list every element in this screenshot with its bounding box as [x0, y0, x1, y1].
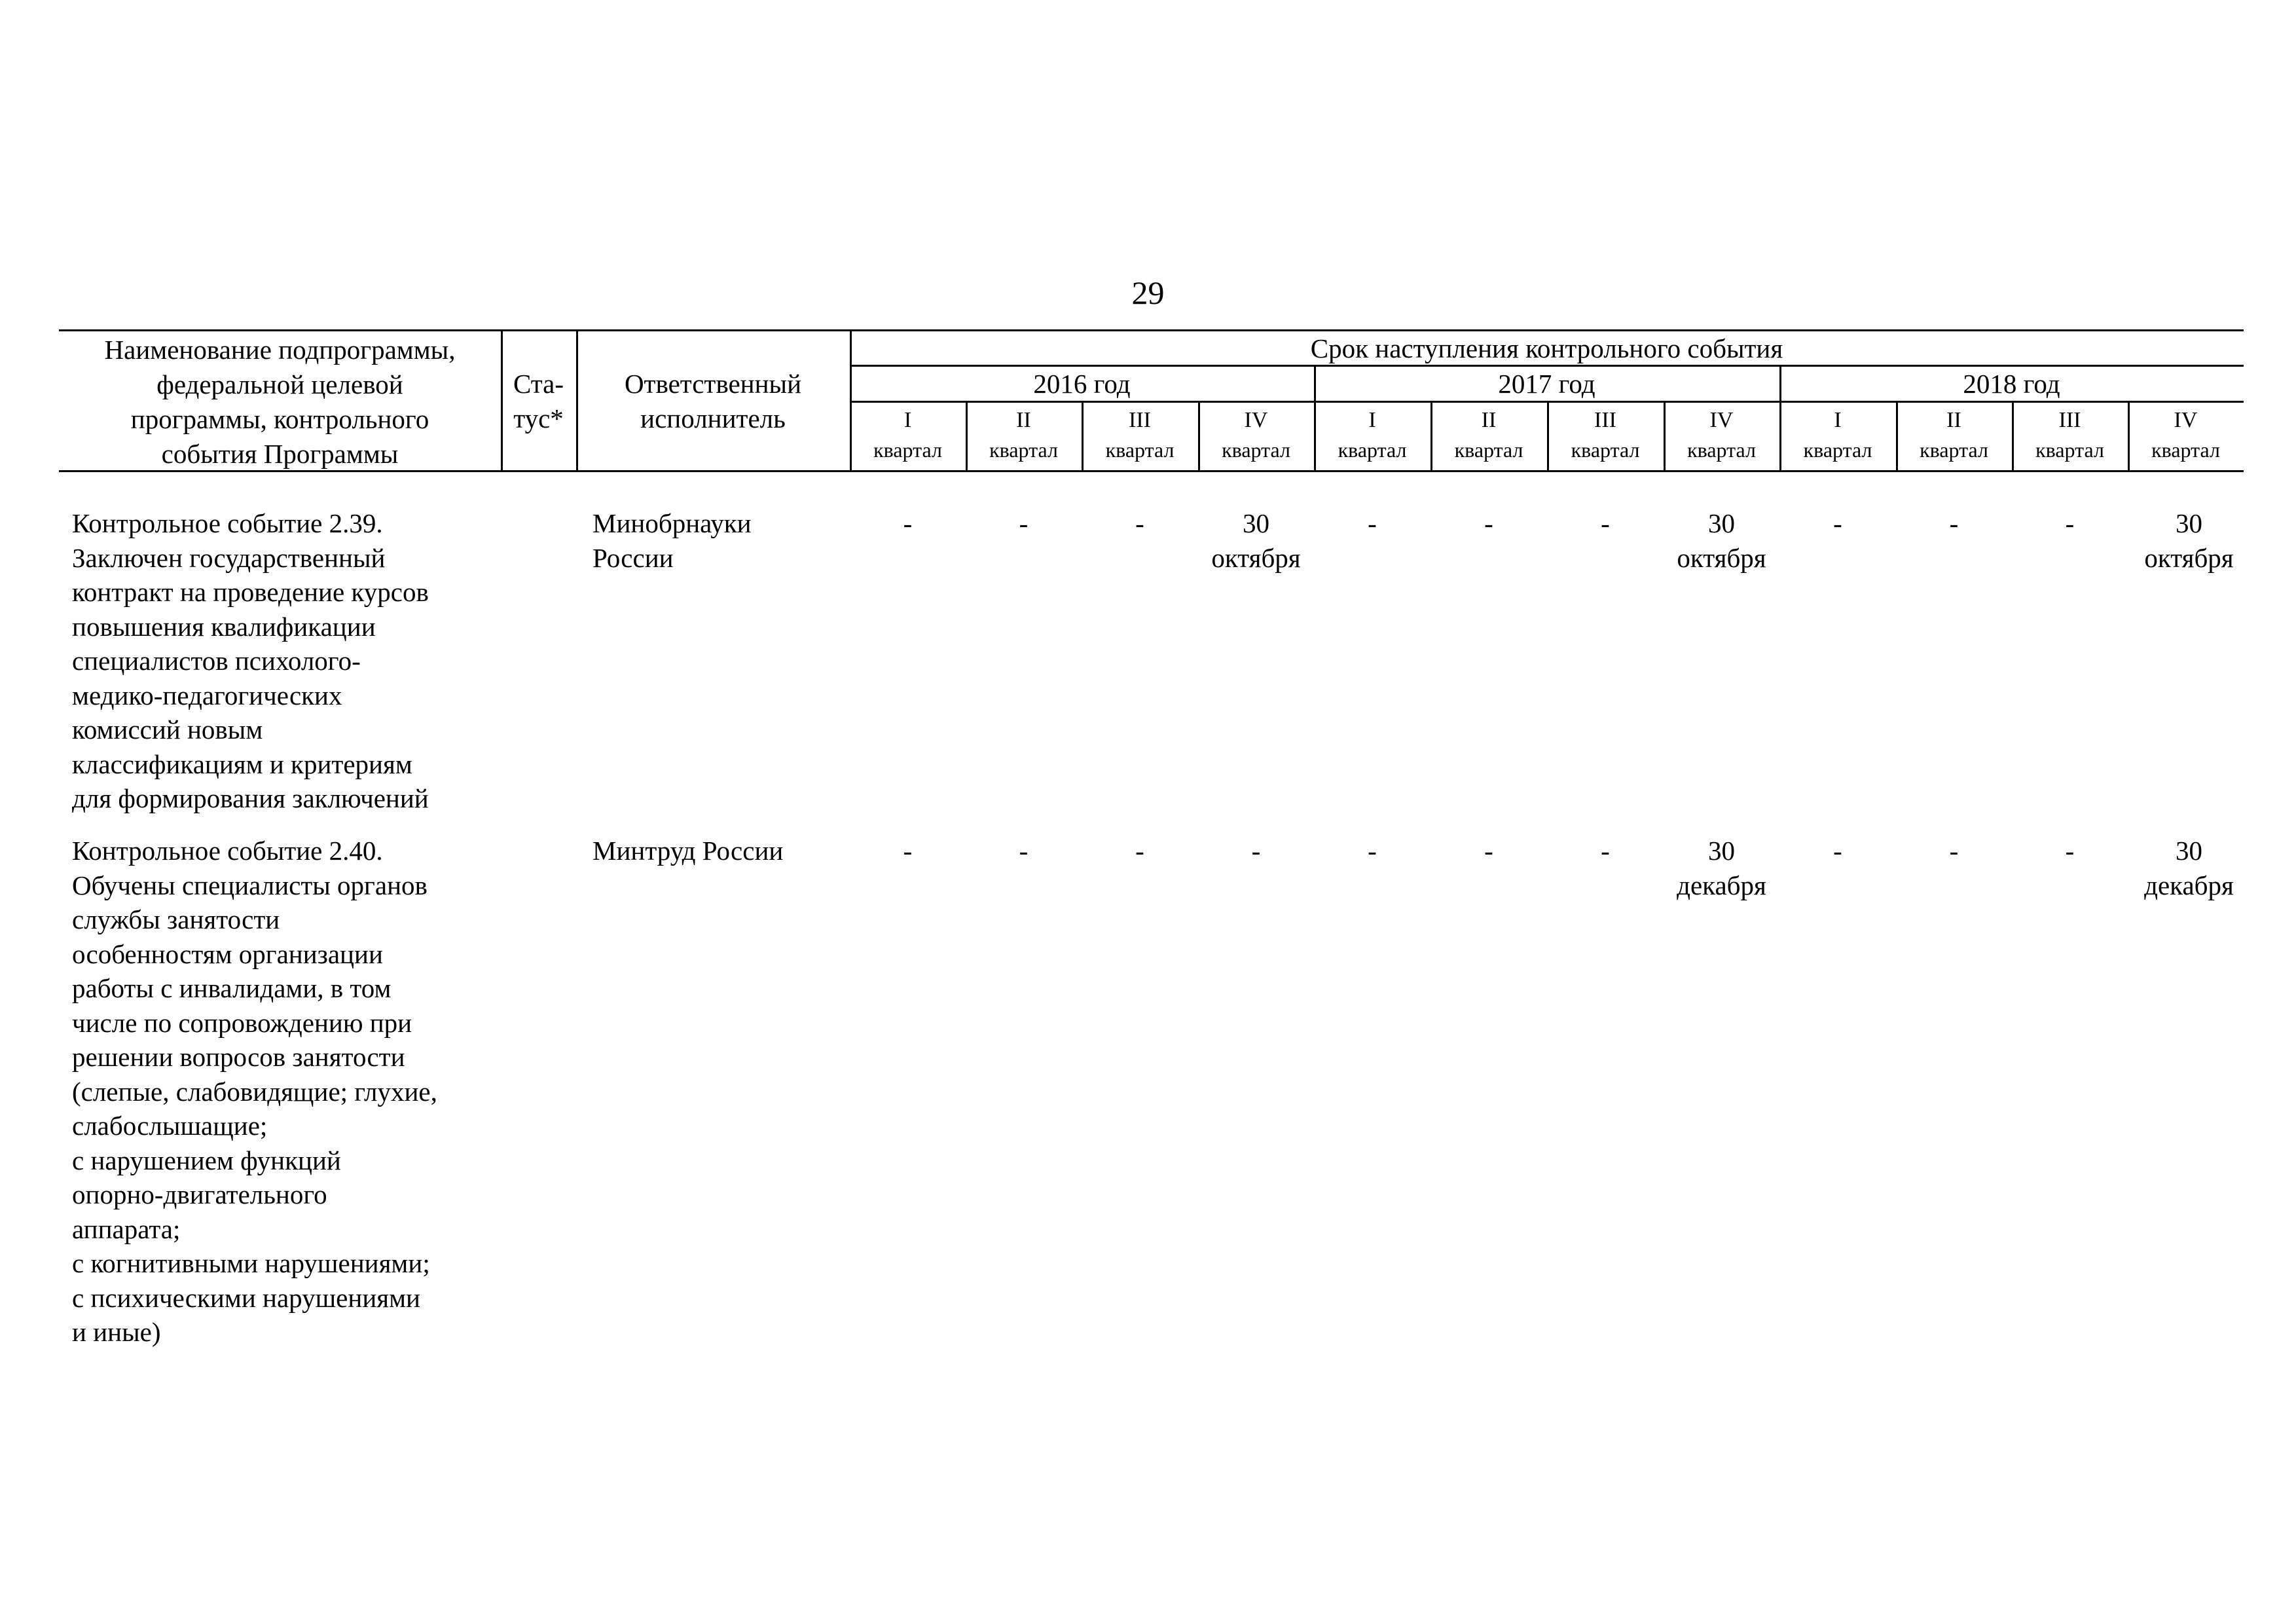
quarter-deadline-value: -	[2065, 508, 2075, 538]
event-description-line: (слепые, слабовидящие; глухие,	[72, 1076, 437, 1107]
header-status-line: тус*	[513, 403, 564, 434]
quarter-deadline-value: октября	[1211, 542, 1301, 573]
event-description-line: аппарата;	[72, 1213, 181, 1244]
header-quarter-label: квартал	[873, 438, 942, 462]
header-quarter-number: I	[1368, 408, 1376, 432]
quarter-deadline-value: -	[1601, 508, 1610, 538]
quarter-deadline-value: -	[1833, 836, 1842, 866]
header-name-line: федеральной целевой	[156, 369, 403, 399]
event-description-line: специалистов психолого-	[72, 646, 361, 676]
event-description-line: опорно-двигательного	[72, 1179, 327, 1209]
quarter-deadline-value: -	[1251, 836, 1261, 866]
quarter-deadline-value: 30	[1708, 836, 1735, 866]
quarter-deadline-value: октября	[1677, 542, 1766, 573]
header-quarter-number: IV	[1709, 408, 1734, 432]
header-quarter-number: IV	[1244, 408, 1268, 432]
header-quarter-label: квартал	[1571, 438, 1640, 462]
header-status-line: Ста-	[513, 369, 564, 399]
quarter-deadline-value: 30	[2176, 836, 2202, 866]
event-description-line: особенностям организации	[72, 938, 383, 969]
event-description-line: с психическими нарушениями	[72, 1282, 420, 1313]
header-name-line: программы, контрольного	[130, 404, 429, 434]
header-responsible-line: исполнитель	[640, 403, 786, 434]
event-description-line: Заключен государственный	[72, 542, 386, 573]
header-quarter-label: квартал	[2035, 438, 2104, 462]
event-description-line: службы занятости	[72, 904, 280, 934]
event-description-line: Контрольное событие 2.39.	[72, 508, 383, 538]
event-description-line: числе по сопровождению при	[72, 1007, 412, 1038]
page-number: 29	[1131, 274, 1165, 311]
quarter-deadline-value: -	[1368, 508, 1377, 538]
quarter-deadline-value: 30	[1243, 508, 1269, 538]
header-quarter-label: квартал	[1222, 438, 1290, 462]
header-quarter-label: квартал	[1105, 438, 1175, 462]
header-quarter-number: IV	[2174, 408, 2198, 432]
header-quarter-label: квартал	[2151, 438, 2220, 462]
header-quarter-label: квартал	[1338, 438, 1407, 462]
event-description-line: для формирования заключений	[72, 783, 429, 813]
event-description-line: работы с инвалидами, в том	[72, 973, 392, 1003]
event-description-line: с когнитивными нарушениями;	[72, 1248, 430, 1278]
header-deadline: Срок наступления контрольного события	[1310, 333, 1783, 363]
header-quarter-label: квартал	[1454, 438, 1523, 462]
quarter-deadline-value: -	[1484, 508, 1493, 538]
event-description-line: контракт на проведение курсов	[72, 577, 429, 607]
quarter-deadline-value: -	[903, 836, 913, 866]
event-description-line: и иные)	[72, 1317, 161, 1347]
header-quarter-label: квартал	[989, 438, 1058, 462]
quarter-deadline-value: -	[2065, 836, 2075, 866]
header-quarter-number: III	[1594, 408, 1616, 432]
quarter-deadline-value: -	[1135, 836, 1144, 866]
header-quarter-number: I	[903, 408, 912, 432]
header-quarter-number: II	[1481, 408, 1497, 432]
header-name-line: события Программы	[161, 439, 399, 469]
header-quarter-number: III	[2058, 408, 2081, 432]
event-description-line: решении вопросов занятости	[72, 1042, 405, 1072]
quarter-deadline-value: -	[1368, 836, 1377, 866]
quarter-deadline-value: -	[1019, 836, 1029, 866]
responsible-line: Минобрнауки	[592, 508, 752, 538]
quarter-deadline-value: декабря	[1677, 870, 1766, 900]
header-quarter-number: II	[1016, 408, 1031, 432]
header-year: 2016 год	[1033, 369, 1131, 399]
header-quarter-label: квартал	[1687, 438, 1756, 462]
header-year: 2018 год	[1963, 369, 2060, 399]
event-description-line: с нарушением функций	[72, 1145, 341, 1175]
quarter-deadline-value: декабря	[2144, 870, 2234, 900]
header-responsible-line: Ответственный	[624, 369, 802, 399]
header-quarter-label: квартал	[1803, 438, 1872, 462]
quarter-deadline-value: -	[1484, 836, 1493, 866]
header-quarter-label: квартал	[1920, 438, 1988, 462]
quarter-deadline-value: -	[1019, 508, 1029, 538]
quarter-deadline-value: -	[1601, 836, 1610, 866]
responsible-line: России	[592, 542, 674, 573]
event-description-line: медико-педагогических	[72, 680, 342, 710]
quarter-deadline-value: 30	[1708, 508, 1735, 538]
quarter-deadline-value: -	[1949, 836, 1959, 866]
header-name-line: Наименование подпрограммы,	[104, 335, 456, 365]
quarter-deadline-value: -	[1949, 508, 1959, 538]
event-description-line: слабослышащие;	[72, 1111, 268, 1141]
quarter-deadline-value: 30	[2176, 508, 2202, 538]
event-description-line: комиссий новым	[72, 714, 263, 745]
header-year: 2017 год	[1498, 369, 1595, 399]
quarter-deadline-value: -	[903, 508, 913, 538]
event-description-line: Контрольное событие 2.40.	[72, 836, 383, 866]
event-description-line: классификациям и критериям	[72, 748, 412, 779]
quarter-deadline-value: -	[1833, 508, 1842, 538]
header-quarter-number: II	[1946, 408, 1961, 432]
quarter-deadline-value: октября	[2144, 542, 2234, 573]
header-quarter-number: III	[1129, 408, 1151, 432]
event-description-line: Обучены специалисты органов	[72, 870, 428, 900]
responsible-line: Минтруд России	[592, 836, 784, 866]
event-description-line: повышения квалификации	[72, 611, 376, 642]
header-quarter-number: I	[1834, 408, 1842, 432]
quarter-deadline-value: -	[1135, 508, 1144, 538]
